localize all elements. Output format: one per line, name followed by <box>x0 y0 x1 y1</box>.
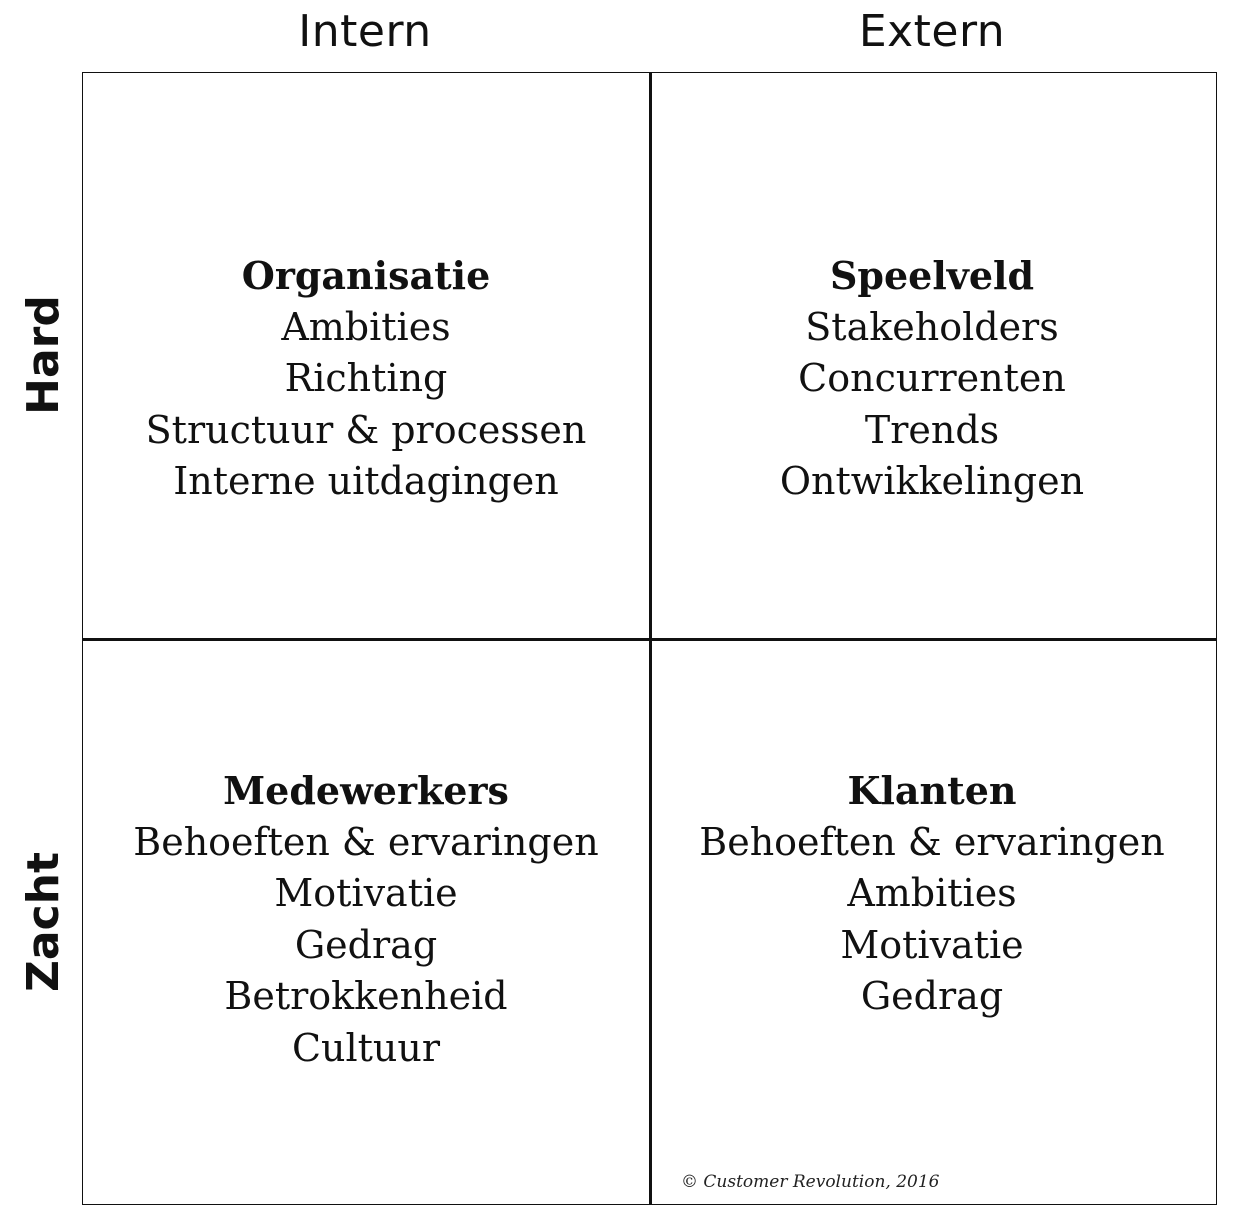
quadrant-item: Stakeholders <box>805 304 1059 349</box>
quadrant-item: Behoeften & ervaringen <box>699 819 1165 864</box>
quadrant-item: Structuur & processen <box>145 407 587 452</box>
row-header-hard: Hard <box>18 295 69 415</box>
column-header-extern: Extern <box>858 6 1006 57</box>
quadrant-organisatie <box>83 250 649 508</box>
copyright-notice: © Customer Revolution, 2016 <box>681 1172 940 1192</box>
quadrant-item: Motivatie <box>274 871 458 915</box>
quadrant-item: Ontwikkelingen <box>779 459 1085 503</box>
quadrant-item: Gedrag <box>294 922 438 967</box>
quadrant-item: Concurrenten <box>798 356 1066 400</box>
quadrant-title: Klanten <box>847 768 1017 813</box>
quadrant-item: Betrokkenheid <box>224 974 508 1018</box>
quadrant-item: Behoeften & ervaringen <box>133 819 599 864</box>
quadrant-item: Richting <box>284 356 448 400</box>
quadrant-item: Motivatie <box>840 922 1024 967</box>
quadrant-item: Ambities <box>847 871 1017 915</box>
quadrant-title: Medewerkers <box>223 768 509 813</box>
quadrant-grid <box>82 72 1217 1205</box>
quadrant-medewerkers <box>83 765 649 1074</box>
horizontal-divider <box>83 638 1216 641</box>
quadrant-title: Organisatie <box>241 253 491 298</box>
quadrant-item: Cultuur <box>291 1025 441 1070</box>
column-header-intern: Intern <box>298 6 432 57</box>
quadrant-item: Gedrag <box>860 974 1004 1018</box>
quadrant-item: Trends <box>864 407 1000 452</box>
quadrant-title: Speelveld <box>829 253 1035 298</box>
row-header-zacht: Zacht <box>18 851 69 993</box>
quadrant-klanten <box>649 765 1215 1023</box>
quadrant-item: Interne uitdagingen <box>173 459 559 503</box>
quadrant-item: Ambities <box>281 304 451 349</box>
quadrant-speelveld <box>649 250 1215 508</box>
